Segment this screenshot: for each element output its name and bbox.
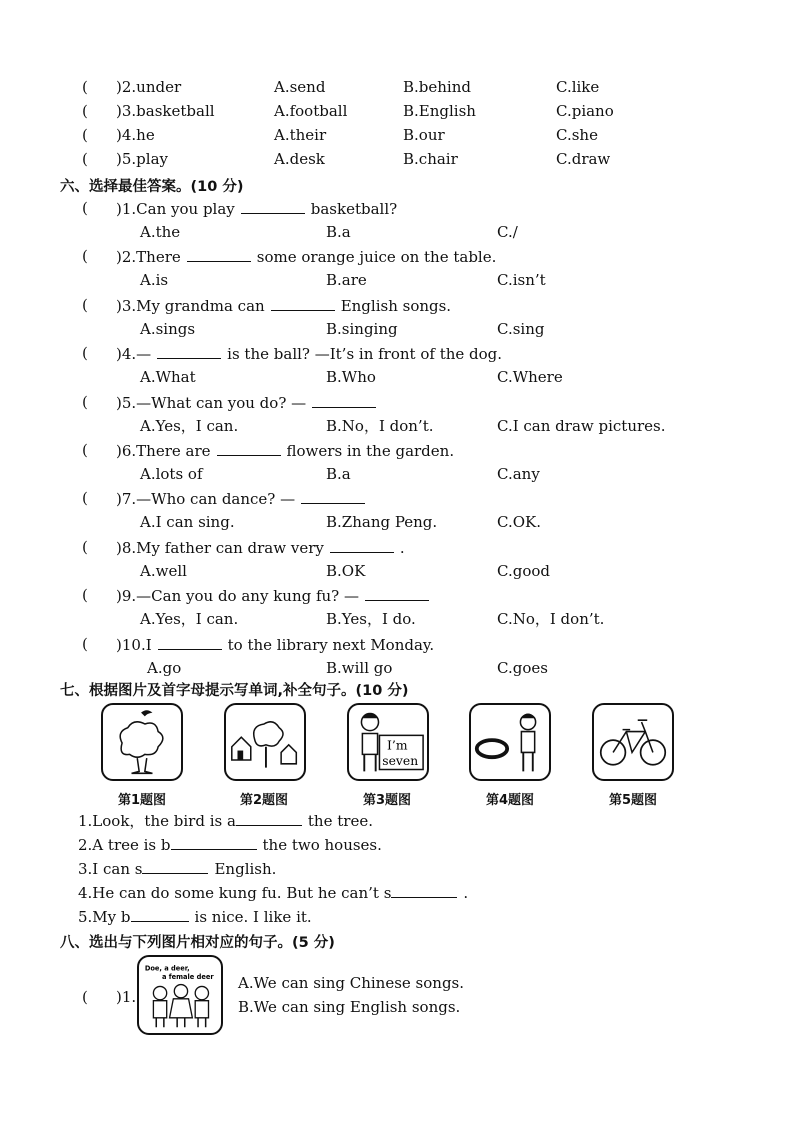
paren-open: ( [82,78,88,96]
answer-blank[interactable] [330,538,394,553]
option-c: C.like [556,78,600,96]
question-line [116,344,502,363]
paren-open: ( [82,150,88,168]
question-text: )4.— [116,345,152,364]
bubble-text-2: a female deer [161,972,214,981]
caption-4: 第4题图 [486,793,535,808]
answer-blank[interactable] [158,635,222,650]
word-blank[interactable] [142,859,208,874]
option-c: C.OK. [497,513,541,532]
answer-blank[interactable] [365,586,429,601]
option-b: B.OK [326,561,366,580]
bubble-text-1: Doe, a deer, [144,964,190,973]
option-a: A.well [140,561,187,580]
bird-on-tree-icon [103,705,181,779]
option-a: A.We can sing Chinese songs. [238,974,465,992]
option-a: A.send [274,78,326,96]
answer-blank[interactable] [301,489,365,504]
option-a: A.What [140,368,196,387]
option-c: C.piano [556,102,614,120]
question-line [116,296,451,315]
option-b: B.chair [403,150,458,168]
sentence-line [78,835,382,854]
option-c: C.draw [556,150,611,168]
option-a: A.is [140,271,169,290]
option-b: B.behind [403,78,471,96]
option-b: B.singing [326,319,398,338]
sentence-text: 4.He can do some kung fu. But he can’t s [78,884,392,902]
answer-blank[interactable] [217,441,281,456]
option-b: B.We can sing English songs. [238,998,461,1016]
option-a: A.their [274,126,327,144]
sentence-line [78,811,373,830]
paren-open: ( [82,295,88,314]
sentence-text: 2.A tree is b [78,836,171,854]
option-a: A.lots of [140,465,203,483]
word-item: )2.under [116,78,182,96]
question-text: )9.—Can you do any kung fu? — [116,587,359,606]
option-b: B.will go [326,658,393,677]
question-text-after: flowers in the garden. [286,442,455,460]
sentence-text-after: . [463,884,469,902]
paren-open: ( [82,247,88,266]
word-item: )5.play [116,150,168,168]
paren-open: ( [82,441,88,459]
option-a: A.desk [274,150,325,168]
sentence-text-after: the two houses. [262,836,382,854]
picture-1-bird-tree [101,703,183,781]
question-text: )5.—What can you do? — [116,393,307,412]
option-b: B.a [326,223,351,241]
option-b: B.Who [326,368,376,387]
paren-open: ( [82,199,88,217]
answer-blank[interactable] [157,344,221,359]
question-line [116,538,405,557]
option-b: B.a [326,465,351,483]
word-item: )4.he [116,126,155,144]
sentence-text-after: English. [214,860,277,878]
word-blank[interactable] [131,907,189,922]
answer-blank[interactable] [241,199,305,214]
question-line [116,441,454,460]
question-text: )10.I [116,635,152,654]
option-b: B.Zhang Peng. [326,513,438,532]
paren-open: ( [82,489,88,508]
picture-5-bike [592,703,674,781]
question-text-after: some orange juice on the table. [256,248,497,267]
question-text: )3.My grandma can [116,296,265,315]
sentence-text: 5.My b [78,908,131,926]
word-blank[interactable] [391,883,457,898]
option-a: A.football [274,102,348,120]
option-c: C.No，I don’t. [497,610,605,629]
option-c: C.good [497,561,550,580]
question-line [116,199,397,218]
option-c: C./ [497,223,518,241]
option-a: A.go [147,658,182,677]
paren-open: ( [82,634,88,653]
sentence-text: 3.I can s [78,860,143,878]
sentence-line [78,883,468,902]
question-text-after: is the ball? —It’s in front of the dog. [227,345,503,364]
kids-singing-icon [139,957,221,1033]
section-6-heading: 六、选择最佳答案。(10 分) [60,179,244,195]
paren-open: ( [82,988,88,1006]
question-line [116,635,434,654]
question-text: )1.Can you play [116,200,235,218]
picture-4-swim-ring [469,703,551,781]
boy-holding-sign-icon [349,705,427,779]
sentence-text-after: the tree. [307,812,373,830]
sentence-line [78,859,276,878]
caption-2: 第2题图 [240,793,289,808]
option-b: B.English [403,102,476,120]
question-text-after: basketball? [310,200,398,218]
tree-between-houses-icon [226,705,304,779]
word-blank[interactable] [171,835,257,850]
caption-3: 第3题图 [363,793,412,808]
option-a: A.Yes，I can. [140,416,239,435]
paren-open: ( [82,102,88,120]
caption-1: 第1题图 [118,793,167,808]
paren-open: ( [82,537,88,556]
option-c: C.she [556,126,598,144]
question-text-after: English songs. [340,296,452,315]
option-b: B.are [326,271,367,290]
question-text: )2.There [116,248,181,267]
paren-open: ( [82,586,88,605]
option-c: C.any [497,465,540,483]
word-item: )3.basketball [116,102,215,120]
paren-open: ( [82,126,88,144]
picture-3-boy-sign [347,703,429,781]
question-line [116,586,435,605]
option-c: C.isn’t [497,271,546,290]
question-text: )6.There are [116,442,211,460]
section-7-heading: 七、根据图片及首字母提示写单词,补全句子。(10 分) [60,683,409,699]
sentence-line [78,907,312,926]
sign-text-1: I’m [387,738,408,753]
sentence-text-after: is nice. I like it. [194,908,312,926]
question-text: )7.—Who can dance? — [116,490,296,509]
option-c: C.goes [497,658,548,677]
answer-blank[interactable] [187,247,251,262]
question-line [116,247,496,266]
question-line [116,489,371,508]
question-number: )1. [116,988,137,1006]
option-c: C.I can draw pictures. [497,416,666,435]
swim-ring-boy-icon [471,705,549,779]
sign-text-2: seven [382,753,419,768]
question-line [116,393,382,412]
caption-5: 第5题图 [609,793,658,808]
option-a: A.I can sing. [140,513,235,532]
question-text-after: to the library next Monday. [227,635,435,654]
question-text: )8.My father can draw very [116,538,324,557]
option-a: A.sings [140,319,196,338]
option-a: A.the [140,223,181,241]
paren-open: ( [82,392,88,411]
option-b: B.No，I don’t. [326,416,434,435]
answer-blank[interactable] [312,393,376,408]
option-b: B.Yes，I do. [326,610,416,629]
answer-blank[interactable] [271,296,335,311]
option-c: C.Where [497,368,563,387]
bike-icon [594,705,672,779]
option-c: C.sing [497,319,545,338]
sentence-text: 1.Look，the bird is a [78,812,236,830]
option-b: B.our [403,126,445,144]
option-a: A.Yes，I can. [140,610,239,629]
paren-open: ( [82,344,88,363]
question-text-after: . [399,538,405,557]
word-blank[interactable] [236,811,302,826]
section-8-heading: 八、选出与下列图片相对应的句子。(5 分) [60,935,335,951]
picture-singing-kids [137,955,223,1035]
picture-2-tree-houses [224,703,306,781]
